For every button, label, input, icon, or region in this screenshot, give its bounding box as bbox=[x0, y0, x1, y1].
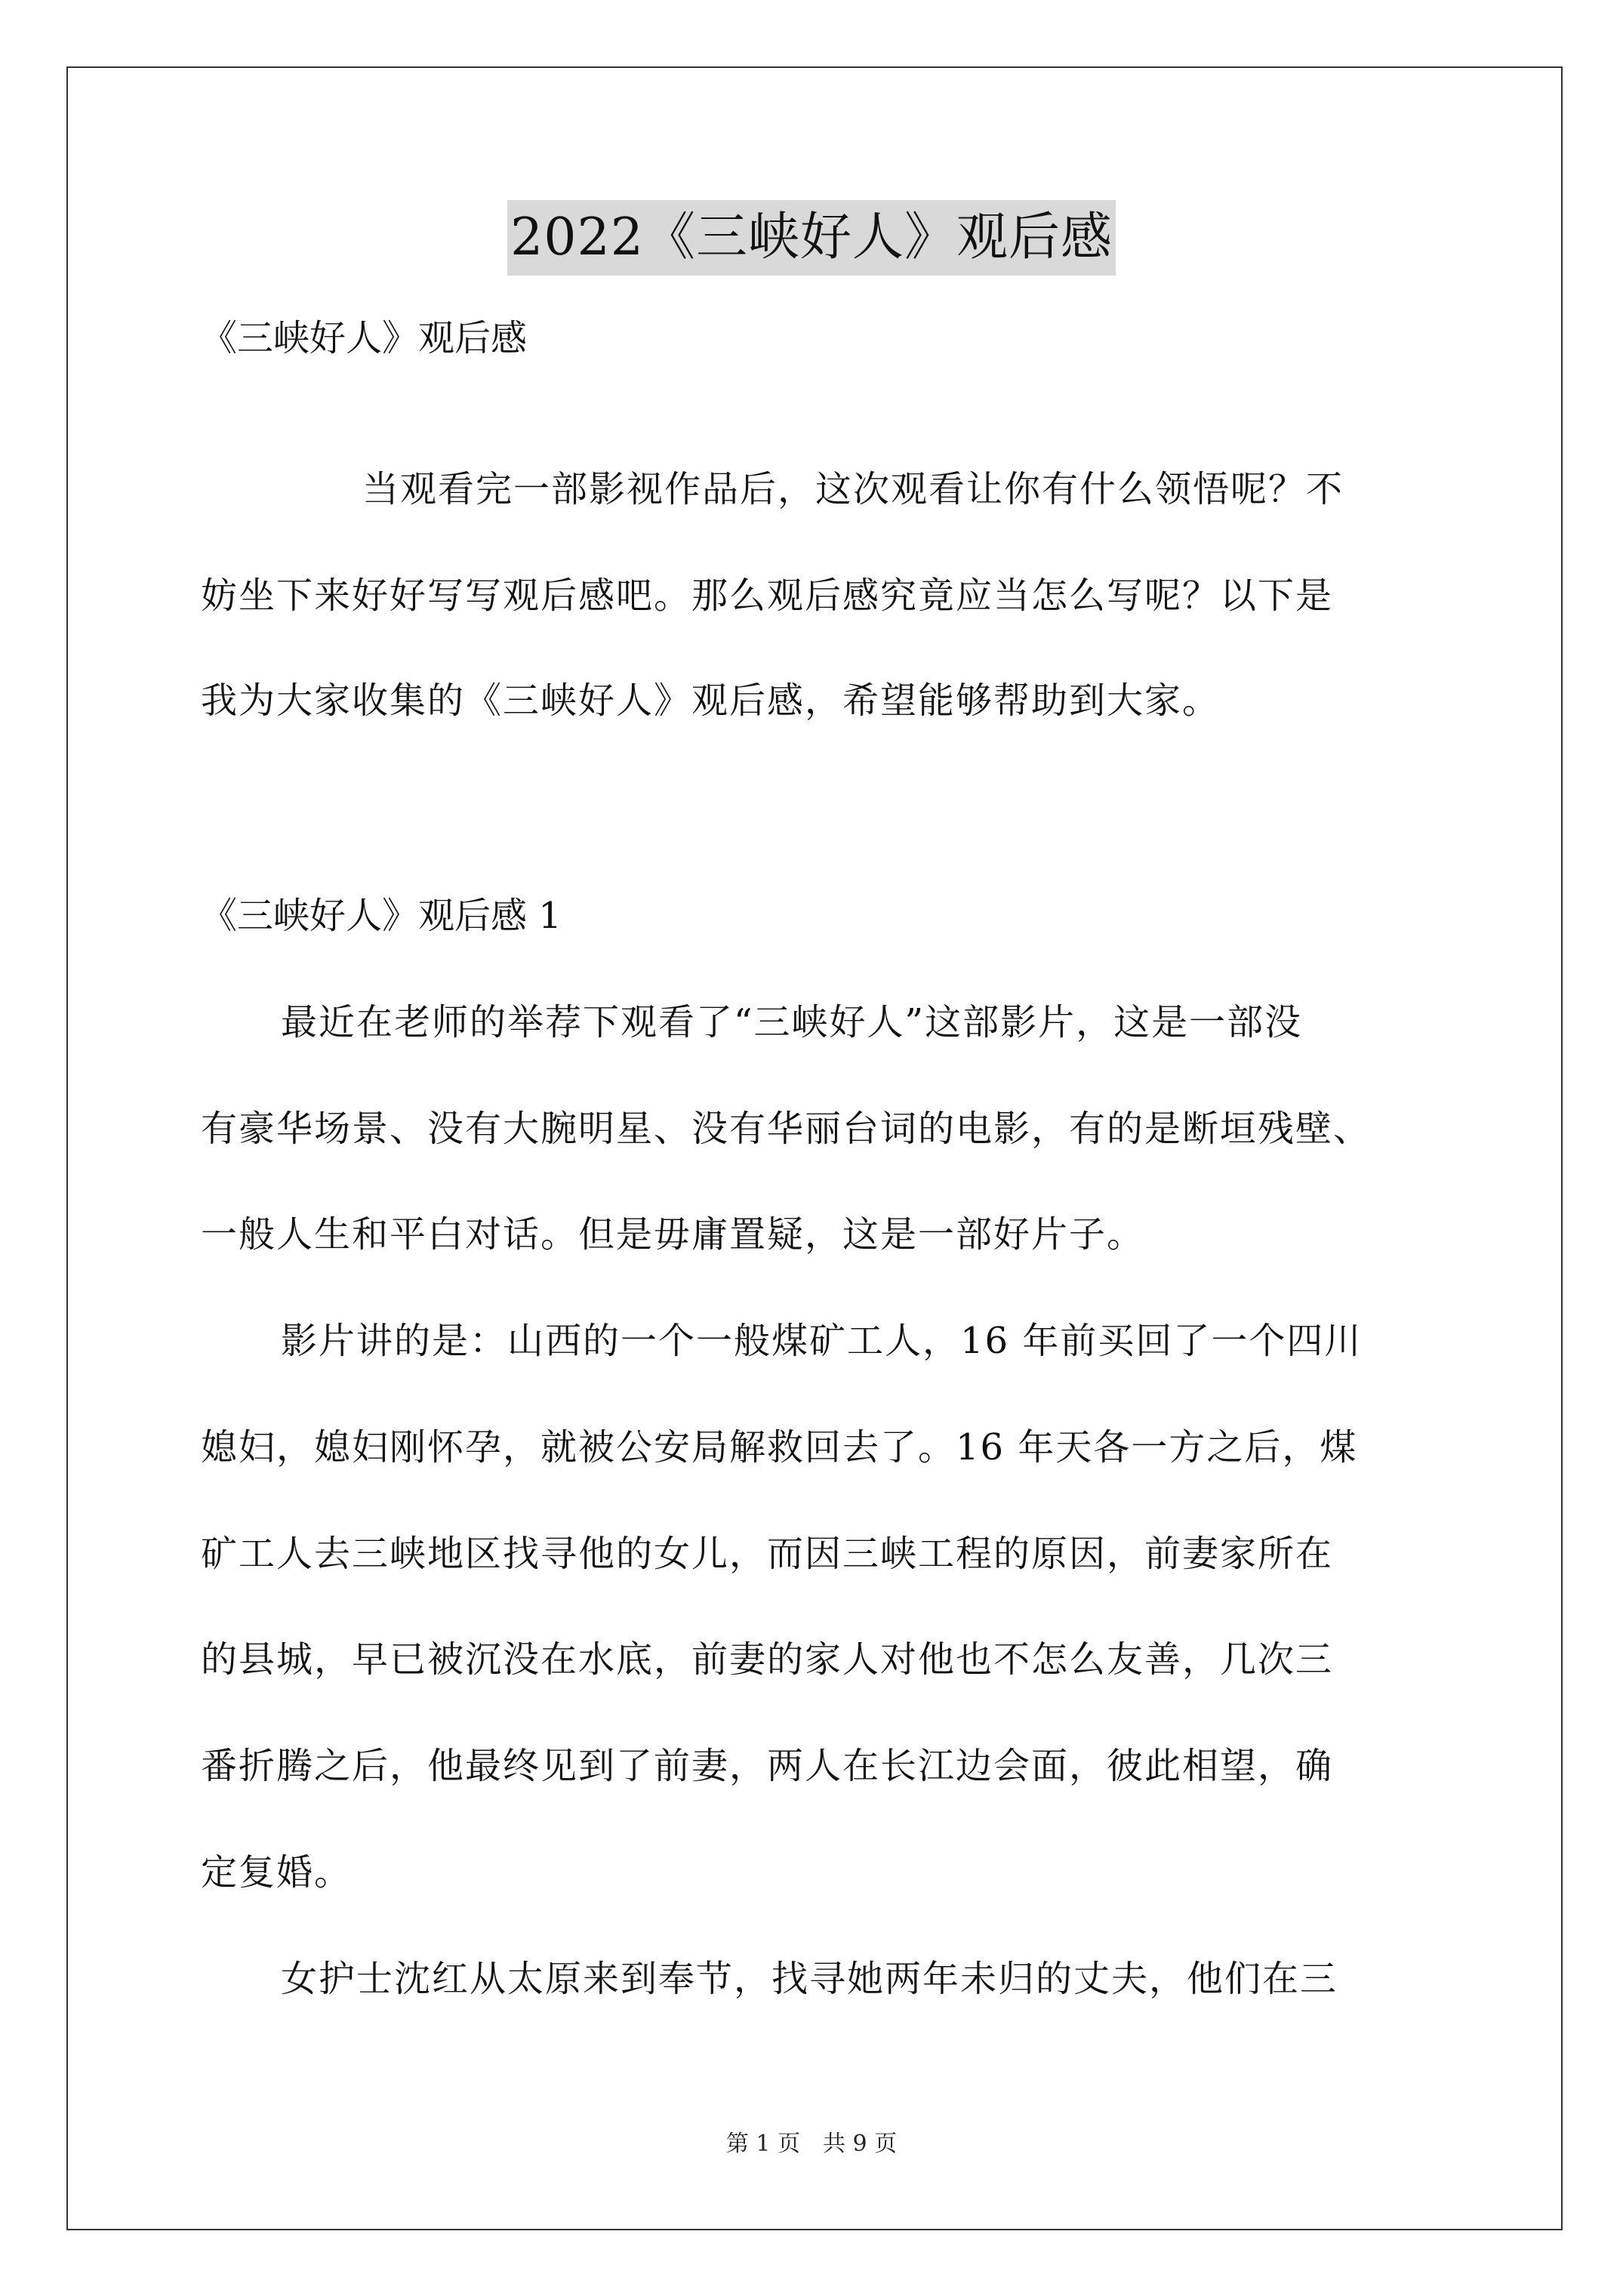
paragraph-line: 影片讲的是：山西的一个一般煤矿工人，16 年前买回了一个四川 bbox=[281, 1320, 1363, 1362]
paragraph-line: 的县城，早已被沉没在水底，前妻的家人对他也不怎么友善，几次三 bbox=[201, 1638, 1334, 1681]
paragraph-line: 有豪华场景、没有大腕明星、没有华丽台词的电影，有的是断垣残壁、 bbox=[201, 1108, 1372, 1150]
intro-line: 我为大家收集的《三峡好人》观后感，希望能够帮助到大家。 bbox=[201, 680, 1221, 722]
paragraph-line: 媳妇，媳妇刚怀孕，就被公安局解救回去了。16 年天各一方之后，煤 bbox=[201, 1426, 1358, 1469]
paragraph-line: 一般人生和平白对话。但是毋庸置疑，这是一部好片子。 bbox=[201, 1213, 1145, 1256]
section-heading: 《三峡好人》观后感 1 bbox=[201, 895, 562, 937]
document-heading: 《三峡好人》观后感 bbox=[201, 317, 528, 359]
document-title: 2022《三峡好人》观后感 bbox=[507, 200, 1116, 276]
paragraph-line: 最近在老师的举荐下观看了“三峡好人”这部影片，这是一部没 bbox=[281, 1001, 1303, 1043]
intro-line: 当观看完一部影视作品后，这次观看让你有什么领悟呢？不 bbox=[362, 468, 1344, 510]
intro-line: 妨坐下来好好写写观后感吧。那么观后感究竟应当怎么写呢？以下是 bbox=[201, 575, 1334, 617]
page-footer: 第 1 页 共 9 页 bbox=[725, 2131, 898, 2157]
paragraph-line: 定复婚。 bbox=[201, 1851, 353, 1894]
paragraph-line: 番折腾之后，他最终见到了前妻，两人在长江边会面，彼此相望，确 bbox=[201, 1745, 1334, 1787]
title-container bbox=[0, 200, 1623, 276]
paragraph-line: 矿工人去三峡地区找寻他的女儿，而因三峡工程的原因，前妻家所在 bbox=[201, 1533, 1334, 1575]
paragraph-line: 女护士沈红从太原来到奉节，找寻她两年未归的丈夫，他们在三 bbox=[281, 1958, 1338, 2000]
